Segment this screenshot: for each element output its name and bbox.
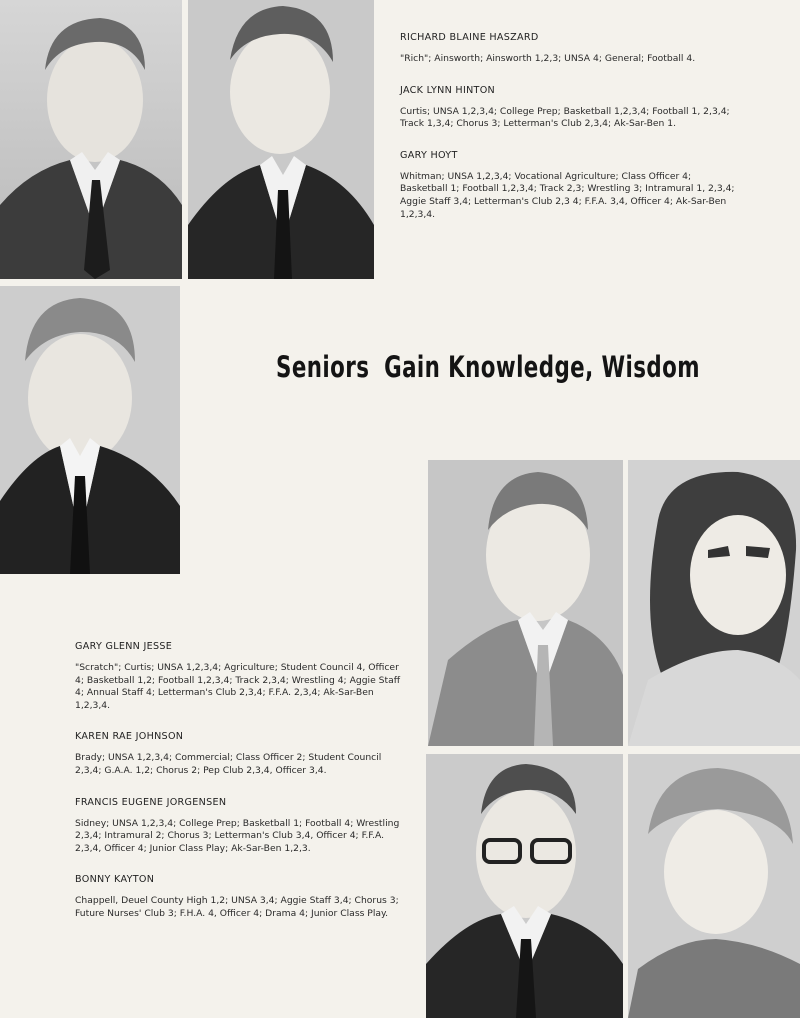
senior-name: GARY GLENN JESSE bbox=[75, 641, 173, 652]
senior-activities: Curtis; UNSA 1,2,3,4; College Prep; Basketball 1,2,3,4; Football 1, 2,3,4; Track 1,3,4; Chorus 3; Letterman's Club 2,3,4; Ak-Sar-Ben 1. bbox=[400, 105, 730, 130]
senior-entry-jorgensen bbox=[75, 797, 409, 856]
page-headline bbox=[276, 350, 702, 384]
bio-column-bottom bbox=[75, 641, 409, 940]
senior-entry-hinton bbox=[400, 85, 740, 131]
headline-word-seniors: Seniors bbox=[276, 350, 370, 384]
portrait-photo-hinton bbox=[188, 0, 374, 279]
senior-activities: "Rich"; Ainsworth; Ainsworth 1,2,3; UNSA 4; General; Football 4. bbox=[400, 53, 696, 64]
senior-name: GARY HOYT bbox=[400, 149, 458, 161]
senior-name: JACK LYNN HINTON bbox=[400, 84, 496, 96]
senior-entry-hoyt bbox=[400, 150, 740, 221]
headline-rest: Gain Knowledge, Wisdom bbox=[384, 350, 700, 384]
senior-name: BONNY KAYTON bbox=[75, 874, 155, 886]
senior-entry-kayton bbox=[75, 874, 409, 920]
senior-entry-jesse bbox=[75, 641, 409, 712]
senior-activities: Chappell, Deuel County High 1,2; UNSA 3,4; Aggie Staff 3,4; Chorus 3; Future Nurses' Club 3; F.H.A. 4, Officer 4; Drama 4; Junior Class Play. bbox=[75, 895, 399, 919]
senior-activities: Whitman; UNSA 1,2,3,4; Vocational Agriculture; Class Officer 4; Basketball 1; Football 1,2,3,4; Track 2,3; Wrestling 3; Intramural 1, 2,3,4; Aggie Staff 3,4; Letterman's Club 2,3 4; F.F.A. 3,4, Officer 4; Ak-Sar-Ben 1,2,3,4. bbox=[400, 170, 735, 220]
senior-activities: Brady; UNSA 1,2,3,4; Commercial; Class Officer 2; Student Council 2,3,4; G.A.A. 1,2; Chorus 2; Pep Club 2,3,4, Officer 3,4. bbox=[75, 752, 382, 776]
senior-entry-haszard bbox=[400, 32, 740, 66]
portrait-photo-kayton bbox=[628, 754, 800, 1018]
senior-name: KAREN RAE JOHNSON bbox=[75, 731, 184, 743]
senior-activities: Sidney; UNSA 1,2,3,4; College Prep; Basketball 1; Football 4; Wrestling 2,3,4; Intramural 2; Chorus 3; Letterman's Club 3,4, Officer 4; F.F.A. 2,3,4, Officer 4; Junior Class Play; Ak-Sar-Ben 1,2,3. bbox=[75, 817, 400, 854]
portrait-photo-haszard bbox=[0, 0, 182, 279]
portrait-photo-jesse bbox=[428, 460, 623, 746]
portrait-photo-jorgensen bbox=[426, 754, 623, 1018]
senior-entry-johnson bbox=[75, 731, 409, 777]
portrait-photo-hoyt bbox=[0, 286, 180, 574]
senior-name: RICHARD BLAINE HASZARD bbox=[400, 32, 539, 43]
senior-name: FRANCIS EUGENE JORGENSEN bbox=[75, 796, 227, 808]
bio-column-top bbox=[400, 32, 740, 240]
portrait-photo-johnson bbox=[628, 460, 800, 746]
senior-activities: "Scratch"; Curtis; UNSA 1,2,3,4; Agriculture; Student Council 4, Officer 4; Basketball 1,2; Football 1,2,3,4; Track 2,3,4; Wrestling 4; Aggie Staff 4; Annual Staff 4; Letterman's Club 2,3,4; F.F.A. 2,3,4; Ak-Sar-Ben 1,2,3,4. bbox=[75, 662, 401, 711]
